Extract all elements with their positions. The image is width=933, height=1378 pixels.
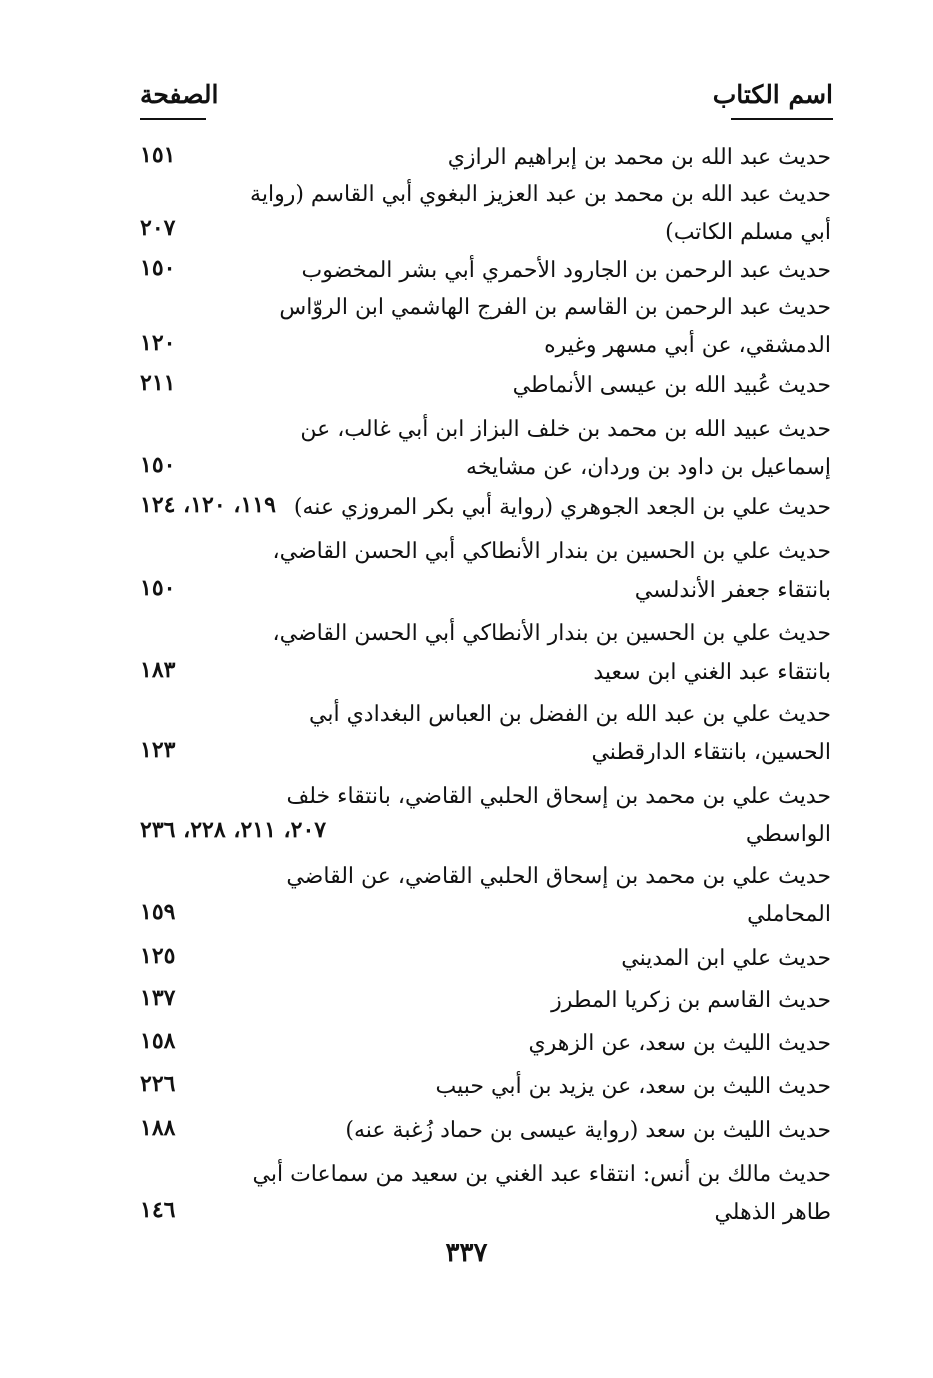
entry-title: حديث عبد الرحمن بن القاسم بن الفرج الهاشمي ابن الروّاس — [279, 295, 831, 320]
entry-page-number: ١٥٠ — [140, 255, 176, 281]
entry-page-number: ٢١١ — [140, 370, 176, 396]
column-header-page: الصفحة — [140, 80, 219, 109]
entry-title: حديث عبيد الله بن محمد بن خلف البزاز ابن أبي غالب، عن — [300, 417, 831, 442]
column-header-book-name: اسم الكتاب — [712, 80, 833, 109]
entry-title-continuation: طاهر الذهلي — [714, 1200, 831, 1225]
entry-title-continuation: بانتقاء عبد الغني ابن سعيد — [593, 660, 831, 685]
entry-title: حديث عبد الله بن محمد بن إبراهيم الرازي — [447, 145, 831, 170]
entry-title: حديث علي بن الجعد الجوهري (رواية أبي بكر المروزي عنه) — [293, 495, 831, 520]
entry-title: حديث علي بن محمد بن إسحاق الحلبي القاضي، عن القاضي — [286, 864, 831, 889]
entry-title-continuation: إسماعيل بن داود بن وردان، عن مشايخه — [466, 455, 831, 480]
entry-title: حديث عُبيد الله بن عيسى الأنماطي — [512, 373, 831, 398]
entry-page-number: ١٥١ — [140, 142, 176, 168]
entry-title: حديث علي ابن المديني — [621, 946, 831, 971]
entry-page-number: ١٨٣ — [140, 657, 176, 683]
entry-page-number: ١٥٠ — [140, 452, 176, 478]
entry-title: حديث مالك بن أنس: انتقاء عبد الغني بن سعيد من سماعات أبي — [252, 1162, 831, 1187]
entry-title-continuation: أبي مسلم الكاتب) — [665, 220, 831, 245]
entry-title: حديث الليث بن سعد، عن يزيد بن أبي حبيب — [435, 1074, 831, 1099]
entry-page-number: ١٥٨ — [140, 1028, 176, 1054]
entry-title-continuation: الواسطي — [745, 822, 831, 847]
entry-title: حديث الليث بن سعد (رواية عيسى بن حماد زُغبة عنه) — [345, 1118, 831, 1143]
entry-title-continuation: الحسين، بانتقاء الدارقطني — [591, 740, 831, 765]
entry-title: حديث الليث بن سعد، عن الزهري — [528, 1031, 831, 1056]
entry-page-number: ١٢٣ — [140, 737, 176, 763]
entry-title-continuation: المحاملي — [747, 902, 831, 927]
entry-title: حديث عبد الله بن محمد بن عبد العزيز البغوي أبي القاسم (رواية — [250, 182, 831, 207]
entry-page-number: ١٢٥ — [140, 943, 176, 969]
entry-page-number: ١٤٦ — [140, 1197, 176, 1223]
entry-title: حديث علي بن عبد الله بن الفضل بن العباس البغدادي أبي — [309, 702, 831, 727]
entry-title-continuation: بانتقاء جعفر الأندلسي — [634, 578, 831, 603]
entry-title: حديث علي بن محمد بن إسحاق الحلبي القاضي، بانتقاء خلف — [286, 784, 831, 809]
entry-title: حديث القاسم بن زكريا المطرز — [551, 988, 831, 1013]
page-number: ٣٣٧ — [445, 1238, 488, 1268]
page-underline — [140, 118, 206, 120]
entry-page-number: ١٨٨ — [140, 1115, 176, 1141]
entry-page-number: ١٢٠ — [140, 330, 176, 356]
entry-title: حديث علي بن الحسين بن بندار الأنطاكي أبي الحسن القاضي، — [272, 621, 831, 646]
entry-page-number: ٢٢٦ — [140, 1071, 176, 1097]
entry-page-number: ١٥٠ — [140, 575, 176, 601]
entry-page-number: ١١٩، ١٢٠، ١٢٤ — [140, 492, 276, 518]
entry-page-number: ٢٠٧، ٢١١، ٢٢٨، ٢٣٦ — [140, 817, 327, 843]
entry-title: حديث علي بن الحسين بن بندار الأنطاكي أبي الحسن القاضي، — [272, 539, 831, 564]
entry-title: حديث عبد الرحمن بن الجارود الأحمري أبي بشر المخضوب — [301, 258, 831, 283]
entry-page-number: ١٣٧ — [140, 985, 176, 1011]
book-name-underline — [731, 118, 833, 120]
entry-page-number: ١٥٩ — [140, 899, 176, 925]
entry-page-number: ٢٠٧ — [140, 215, 176, 241]
entry-title-continuation: الدمشقي، عن أبي مسهر وغيره — [544, 333, 831, 358]
